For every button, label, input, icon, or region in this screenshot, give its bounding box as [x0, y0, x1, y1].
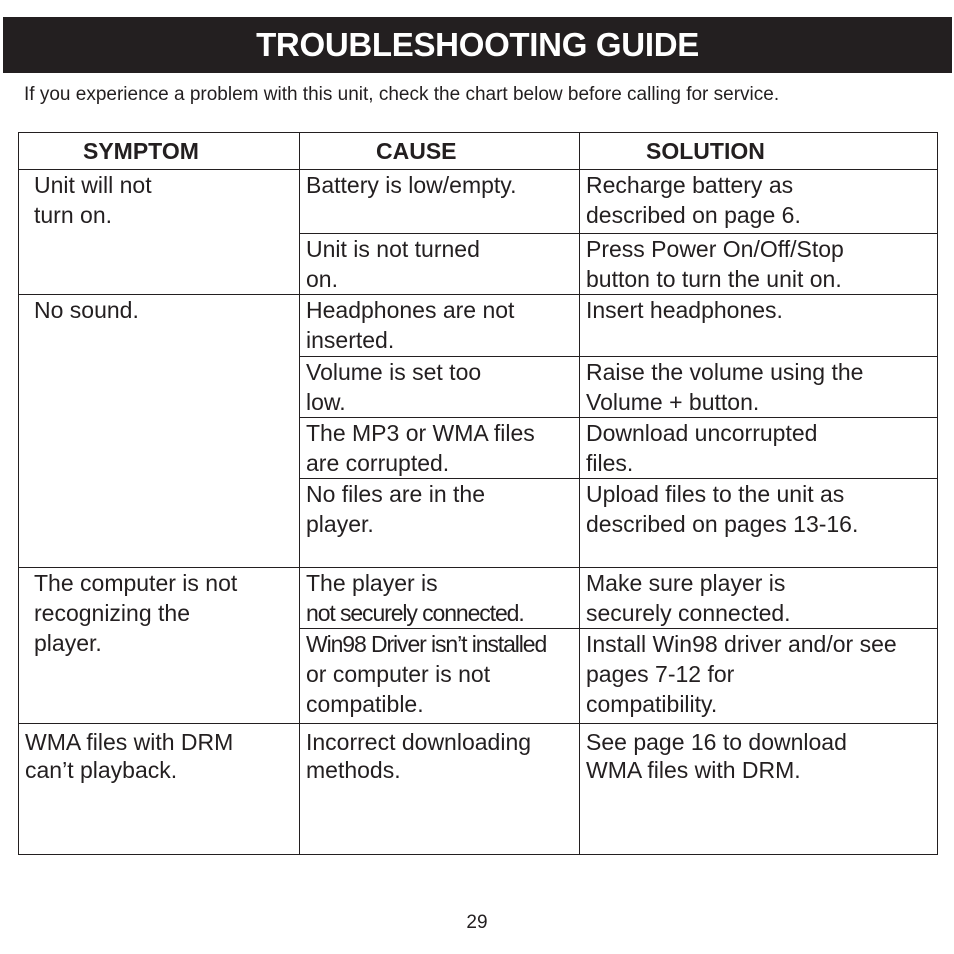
solution-cell: [580, 629, 938, 724]
solution-line: Install Win98 driver and/or see: [586, 631, 897, 657]
column-header-cause: CAUSE: [300, 133, 580, 170]
column-header-solution: SOLUTION: [580, 133, 938, 170]
cause-line: on.: [306, 266, 338, 292]
cause-cell: [300, 170, 580, 234]
cause-line: player.: [306, 511, 374, 537]
solution-line: Insert headphones.: [586, 297, 783, 323]
symptom-line: can’t playback.: [25, 757, 178, 783]
solution-line: files.: [586, 450, 634, 476]
solution-cell: [580, 170, 938, 234]
cause-line: Battery is low/empty.: [306, 172, 517, 198]
cause-cell: [300, 234, 580, 295]
solution-line: Upload files to the unit as: [586, 481, 845, 507]
cause-line: low.: [306, 389, 346, 415]
symptom-line: recognizing the: [34, 600, 190, 626]
symptom-cell: [19, 568, 300, 724]
symptom-line: No sound.: [34, 297, 139, 323]
table-header-row: [19, 133, 938, 170]
symptom-cell: [19, 295, 300, 568]
solution-cell: [580, 724, 938, 855]
cause-line: The MP3 or WMA files: [306, 420, 535, 446]
solution-line: Download uncorrupted: [586, 420, 818, 446]
cause-line: Unit is not turned: [306, 236, 480, 262]
symptom-line: Unit will not: [34, 172, 152, 198]
troubleshooting-table: [18, 132, 938, 855]
cause-cell: [300, 357, 580, 418]
page-title: TROUBLESHOOTING GUIDE: [256, 26, 699, 63]
solution-cell: [580, 479, 938, 568]
symptom-cell: [19, 724, 300, 855]
solution-line: described on page 6.: [586, 202, 801, 228]
title-bar: [3, 17, 952, 73]
solution-cell: [580, 234, 938, 295]
intro-text: If you experience a problem with this unit, check the chart below before calling for service.: [24, 84, 780, 105]
cause-line: methods.: [306, 757, 401, 783]
solution-cell: [580, 418, 938, 479]
cause-cell: [300, 629, 580, 724]
cause-line: not securely connected.: [306, 600, 524, 626]
solution-cell: [580, 357, 938, 418]
symptom-line: turn on.: [34, 202, 112, 228]
cause-cell: [300, 568, 580, 629]
page-number: 29: [466, 912, 488, 933]
solution-line: compatibility.: [586, 691, 718, 717]
symptom-line: The computer is not: [34, 570, 238, 596]
cause-line: are corrupted.: [306, 450, 450, 476]
solution-line: Recharge battery as: [586, 172, 794, 198]
cause-line: compatible.: [306, 691, 424, 717]
cause-cell: [300, 295, 580, 357]
cause-line: The player is: [306, 570, 438, 596]
cause-cell: [300, 724, 580, 855]
column-header-symptom: SYMPTOM: [19, 133, 300, 170]
cause-line: Headphones are not: [306, 297, 515, 323]
table-row: [19, 568, 938, 629]
solution-line: See page 16 to download: [586, 729, 847, 755]
solution-line: pages 7-12 for: [586, 661, 735, 687]
solution-line: securely connected.: [586, 600, 791, 626]
cause-line: or computer is not: [306, 661, 491, 687]
table-row: [19, 724, 938, 855]
cause-cell: [300, 418, 580, 479]
cause-line: No files are in the: [306, 481, 485, 507]
solution-line: button to turn the unit on.: [586, 266, 842, 292]
solution-line: Raise the volume using the: [586, 359, 864, 385]
solution-line: Press Power On/Off/Stop: [586, 236, 844, 262]
table-row: [19, 170, 938, 234]
solution-cell: [580, 295, 938, 357]
solution-line: described on pages 13-16.: [586, 511, 859, 537]
cause-cell: [300, 479, 580, 568]
solution-line: Volume + button.: [586, 389, 760, 415]
symptom-line: player.: [34, 630, 102, 656]
cause-line: Win98 Driver isn’t installed: [306, 631, 547, 657]
solution-line: Make sure player is: [586, 570, 786, 596]
cause-line: Volume is set too: [306, 359, 482, 385]
cause-line: Incorrect downloading: [306, 729, 532, 755]
table-row: [19, 295, 938, 357]
cause-line: inserted.: [306, 327, 395, 353]
symptom-cell: [19, 170, 300, 295]
solution-cell: [580, 568, 938, 629]
solution-line: WMA files with DRM.: [586, 757, 801, 783]
symptom-line: WMA files with DRM: [25, 729, 234, 755]
